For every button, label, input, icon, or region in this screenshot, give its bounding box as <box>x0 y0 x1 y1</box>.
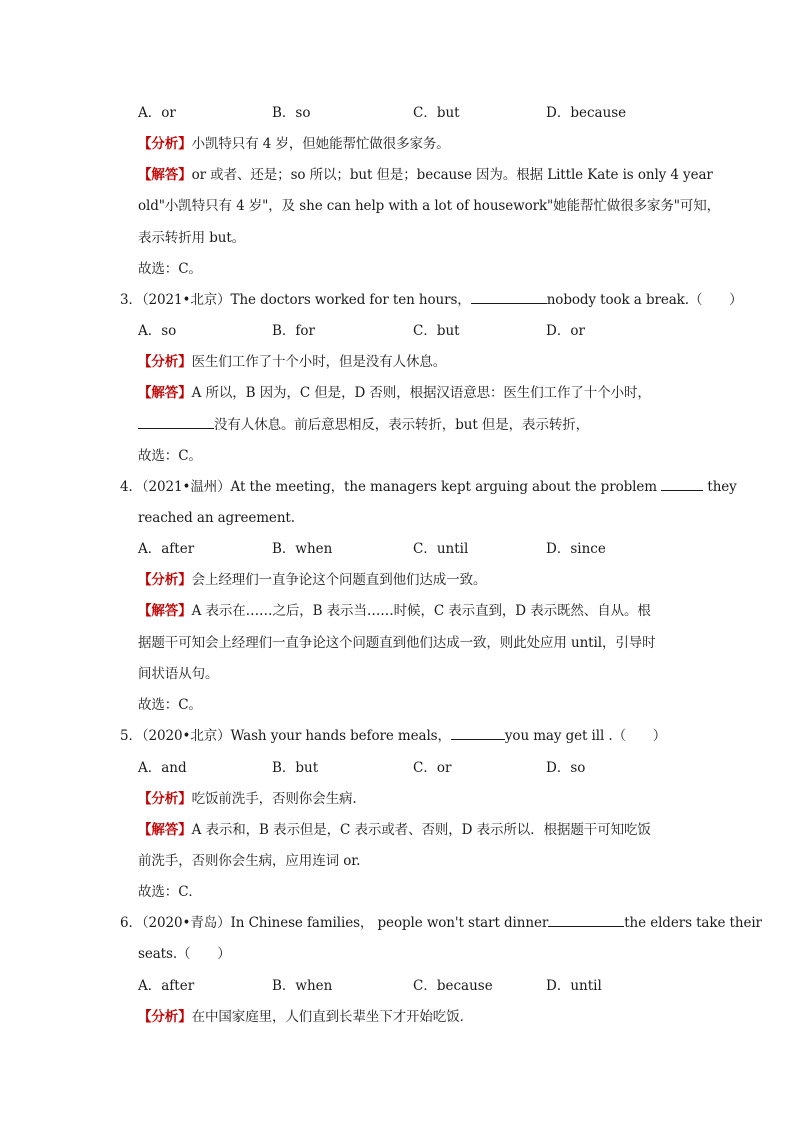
choice-line: 故选：C。 <box>138 697 202 713</box>
question-stem <box>120 477 737 497</box>
option-c: C．but <box>413 105 460 121</box>
question-text: the elders take their <box>624 915 762 931</box>
question-stem <box>120 290 743 310</box>
analysis-text: 吃饭前洗手，否则你会生病. <box>191 791 357 807</box>
question-text: 5．（2020•北京）Wash your hands before meals， <box>120 728 451 744</box>
option-b: B．when <box>272 978 333 994</box>
choice-line: 故选：C。 <box>138 448 202 464</box>
analysis-tag: 【分析】 <box>138 136 192 152</box>
option-b: B．for <box>272 323 315 339</box>
answer-blank <box>661 477 703 491</box>
answer-text: A 表示在……之后，B 表示当……时候，C 表示直到，D 表示既然、自从。根 <box>191 603 651 619</box>
question-text: seats.（ ） <box>138 946 231 962</box>
analysis-tag: 【分析】 <box>138 791 192 807</box>
answer-tag: 【解答】 <box>138 385 192 401</box>
answer-text: 没有人休息。前后意思相反，表示转折，but 但是，表示转折， <box>214 417 590 433</box>
analysis-tag: 【分析】 <box>138 1009 192 1025</box>
question-text: 4．（2021•温州）At the meeting，the managers kept arguing about the problem <box>120 479 657 495</box>
option-a: A．after <box>138 541 195 557</box>
answer-text: 表示转折用 but。 <box>138 230 246 246</box>
choice-line: 故选：C． <box>138 884 202 900</box>
option-a: A．and <box>138 760 187 776</box>
option-b: B．but <box>272 760 319 776</box>
answer-tag: 【解答】 <box>138 603 192 619</box>
answer-tag: 【解答】 <box>138 167 192 183</box>
answer-text: or 或者、还是；so 所以；but 但是；because 因为。根据 Little Kate is only 4 year <box>191 167 713 183</box>
answer-text: 据题干可知会上经理们一直争论这个问题直到他们达成一致，则此处应用 until，引导时 <box>138 635 656 651</box>
answer-line <box>138 820 651 840</box>
answer-text: A 表示和，B 表示但是，C 表示或者、否则，D 表示所以．根据题干可知吃饭 <box>191 822 651 838</box>
answer-blank <box>548 913 624 927</box>
option-d: D．so <box>546 760 586 776</box>
option-b: B．when <box>272 541 333 557</box>
answer-line <box>138 601 651 621</box>
option-b: B．so <box>272 105 311 121</box>
answer-line <box>138 383 651 403</box>
analysis-line <box>138 1007 473 1027</box>
question-text: 6．（2020•青岛）In Chinese families， people won't start dinner <box>120 915 549 931</box>
question-text: reached an agreement. <box>138 510 295 526</box>
analysis-text: 在中国家庭里，人们直到长辈坐下才开始吃饭． <box>191 1009 474 1025</box>
analysis-tag: 【分析】 <box>138 572 192 588</box>
question-text: nobody took a break.（ ） <box>546 292 743 308</box>
option-d: D．until <box>546 978 602 994</box>
question-text: 3．（2021•北京）The doctors worked for ten hours， <box>120 292 471 308</box>
answer-blank <box>451 726 505 740</box>
option-c: C．or <box>413 760 452 776</box>
question-stem <box>120 726 666 746</box>
answer-text: A 所以，B 因为，C 但是，D 否则，根据汉语意思：医生们工作了十个小时， <box>191 385 651 401</box>
answer-line <box>138 165 713 185</box>
analysis-line <box>138 570 486 590</box>
analysis-line <box>138 789 357 809</box>
option-a: A．after <box>138 978 195 994</box>
question-text: you may get ill .（ ） <box>504 728 667 744</box>
option-a: A．so <box>138 323 177 339</box>
option-d: D．since <box>546 541 606 557</box>
option-c: C．because <box>413 978 493 994</box>
analysis-text: 会上经理们一直争论这个问题直到他们达成一致。 <box>191 572 487 588</box>
answer-tag: 【解答】 <box>138 822 192 838</box>
answer-blank <box>138 415 214 429</box>
question-stem <box>120 913 762 933</box>
analysis-tag: 【分析】 <box>138 354 192 370</box>
answer-blank <box>471 290 547 304</box>
analysis-text: 医生们工作了十个小时，但是没有人休息。 <box>191 354 447 370</box>
analysis-text: 小凯特只有 4 岁，但她能帮忙做很多家务。 <box>191 136 450 152</box>
answer-text: 间状语从句。 <box>138 666 219 682</box>
answer-line <box>138 415 589 435</box>
answer-text: 前洗手，否则你会生病，应用连词 or. <box>138 853 361 869</box>
choice-line: 故选：C。 <box>138 261 202 277</box>
option-a: A．or <box>138 105 176 121</box>
option-d: D．or <box>546 323 585 339</box>
analysis-line <box>138 352 446 372</box>
option-c: C．but <box>413 323 460 339</box>
question-text: they <box>707 479 737 495</box>
answer-text: old"小凯特只有 4 岁"，及 she can help with a lot of housework"她能帮忙做很多家务"可知， <box>138 198 721 214</box>
analysis-line <box>138 134 450 154</box>
option-d: D．because <box>546 105 627 121</box>
option-c: C．until <box>413 541 469 557</box>
